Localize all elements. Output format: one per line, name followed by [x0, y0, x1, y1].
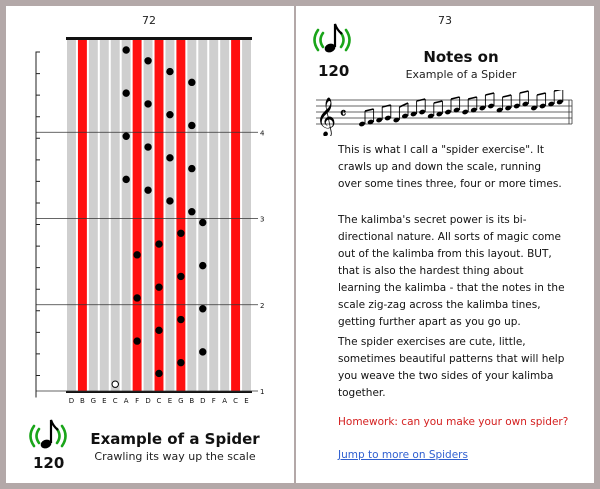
tab-note: [123, 90, 129, 96]
tab-note: [156, 241, 162, 247]
tine-3: [100, 40, 109, 391]
tine-4: [111, 40, 120, 391]
tine-7: [144, 40, 153, 391]
paragraph-1: This is what I call a "spider exercise". It crawls up and down the scale, running over some tines three, four or more times.: [338, 144, 562, 190]
spiders-link[interactable]: Jump to more on Spiders: [338, 449, 468, 461]
tine-label: C: [233, 397, 239, 405]
staff-notation: [316, 90, 578, 136]
tine-8: [155, 40, 164, 391]
tine-0: [67, 40, 76, 391]
tine-label: E: [167, 397, 173, 405]
tine-16: [242, 40, 251, 391]
measure-number: 3: [260, 215, 265, 224]
tab-note: [200, 349, 206, 355]
common-time-icon: 𝄴: [340, 106, 347, 122]
metronome-sound-icon: [24, 416, 74, 456]
tab-note: [178, 359, 184, 365]
tab-note: [200, 262, 206, 268]
homework-text: Homework: can you make your own spider?: [338, 416, 569, 428]
bpm-label: 120: [318, 62, 350, 80]
tab-note: [134, 338, 140, 344]
tab-title: Example of a Spider: [90, 430, 260, 448]
paragraph-3: The spider exercises are cute, little, sometimes beautiful patterns that will help you weave the two sides of your kalimba together.: [338, 336, 565, 399]
right-page: [296, 6, 594, 483]
tine-14: [220, 40, 229, 391]
metronome-sound-icon: [308, 20, 358, 60]
bpm-label: 120: [33, 454, 65, 472]
tine-label: B: [189, 397, 195, 405]
tab-note: [134, 295, 140, 301]
tine-12: [198, 40, 207, 391]
tine-label: G: [178, 397, 184, 405]
tine-label: D: [145, 397, 151, 405]
tine-label: B: [80, 397, 85, 405]
tab-note: [145, 144, 151, 150]
tab-note: [189, 79, 195, 85]
tab-note: [145, 58, 151, 64]
tab-note: [167, 111, 173, 117]
tine-label: A: [222, 397, 228, 405]
tine-10: [176, 40, 185, 391]
tine-label: F: [211, 397, 216, 405]
tab-note: [145, 101, 151, 107]
tab-note: [167, 198, 173, 204]
tab-note: [200, 306, 206, 312]
tab-note: [134, 252, 140, 258]
page-number-left: 72: [142, 14, 156, 27]
tab-note: [189, 122, 195, 128]
tab-note: [123, 176, 129, 182]
tab-note: [123, 133, 129, 139]
tine-1: [78, 40, 87, 391]
kalimba-tablature: [6, 6, 294, 483]
left-page: [6, 6, 294, 483]
treble-clef-icon: 𝄞: [316, 97, 337, 136]
tine-label: F: [135, 397, 140, 405]
tine-label: E: [244, 397, 249, 405]
tine-13: [209, 40, 218, 391]
tab-note: [200, 219, 206, 225]
tab-subtitle: Crawling its way up the scale: [94, 450, 256, 463]
tine-label: E: [102, 397, 107, 405]
paragraph-2: The kalimba's secret power is its bi-directional nature. All sorts of magic come out of the kalimba from this layout. BUT, that is also the hardest thing about learning the kalimba - that the notes in the scale zig-zag across the kalimba tines, getting further apart as you go up.: [338, 214, 565, 328]
tab-note: [189, 209, 195, 215]
measure-number: 2: [260, 301, 265, 310]
tine-11: [187, 40, 196, 391]
tine-2: [89, 40, 98, 391]
tine-label: G: [90, 397, 97, 405]
tab-note: [156, 370, 162, 376]
tine-15: [231, 40, 240, 391]
notes-title: Notes on: [423, 48, 499, 66]
tab-note: [156, 284, 162, 290]
tab-note: [178, 273, 184, 279]
tab-note: [189, 165, 195, 171]
notes-subtitle: Example of a Spider: [405, 68, 517, 81]
measure-number: 1: [260, 388, 265, 396]
tab-note: [178, 230, 184, 236]
tab-note: [167, 68, 173, 74]
tab-note: [123, 47, 129, 53]
tine-label: C: [112, 397, 118, 405]
page-number-right: 73: [438, 14, 452, 27]
tine-9: [165, 40, 174, 391]
tine-label: D: [200, 397, 206, 405]
tab-note: [145, 187, 151, 193]
tine-label: D: [68, 397, 75, 405]
tab-note: [178, 316, 184, 322]
tine-label: A: [123, 397, 129, 405]
tab-note: [112, 381, 118, 387]
tab-note: [156, 327, 162, 333]
tab-note: [167, 155, 173, 161]
measure-number: 4: [260, 129, 265, 138]
tine-label: C: [156, 397, 162, 405]
